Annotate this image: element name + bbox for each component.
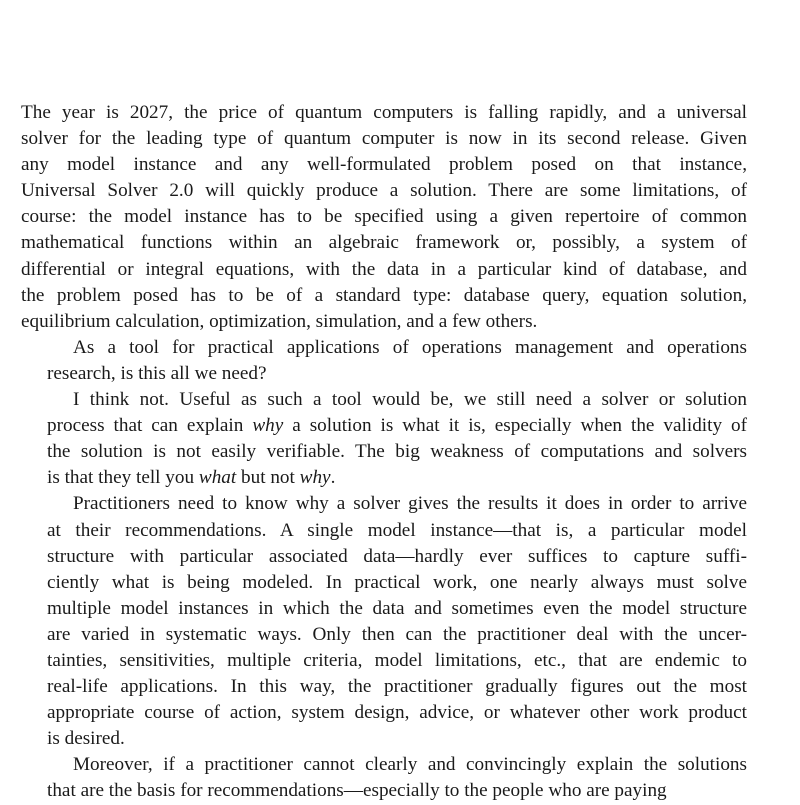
text-line: at their recommendations. A single model instance—that is, a particular model bbox=[47, 519, 747, 541]
text-line: ciently what is being modeled. In practical work, one nearly always must solve bbox=[47, 571, 747, 593]
text-line: process that can explain why a solution is what it is, especially when the validity of bbox=[47, 415, 747, 437]
text-line: is desired. bbox=[47, 728, 125, 750]
paragraph bbox=[21, 387, 747, 491]
text-line: the problem posed has to be of a standard type: database query, equation solution, bbox=[21, 284, 747, 306]
text-line: are varied in systematic ways. Only then can the practitioner deal with the uncer- bbox=[47, 623, 747, 645]
text-line: Moreover, if a practitioner cannot clearly and convincingly explain the solutions bbox=[73, 754, 747, 776]
text-line: appropriate course of action, system design, advice, or whatever other work product bbox=[47, 702, 747, 724]
text-line: is that they tell you what but not why. bbox=[47, 467, 336, 489]
paragraph bbox=[21, 100, 747, 335]
text-line: mathematical functions within an algebraic framework or, possibly, a system of bbox=[21, 232, 747, 254]
text-line: the solution is not easily verifiable. The big weakness of computations and solvers bbox=[47, 441, 747, 463]
body-text bbox=[21, 100, 747, 805]
text-line: structure with particular associated data—hardly ever suffices to capture suffi- bbox=[47, 545, 747, 567]
text-line: differential or integral equations, with the data in a particular kind of database, and bbox=[21, 258, 747, 280]
text-line: As a tool for practical applications of operations management and operations bbox=[73, 336, 747, 358]
text-line: tainties, sensitivities, multiple criteria, model limitations, etc., that are endemic to bbox=[47, 649, 747, 671]
text-line: Practitioners need to know why a solver gives the results it does in order to arrive bbox=[73, 493, 747, 515]
text-line: solver for the leading type of quantum computer is now in its second release. Given bbox=[21, 128, 747, 150]
paragraph bbox=[21, 752, 747, 804]
text-line: research, is this all we need? bbox=[47, 362, 267, 384]
paragraph bbox=[21, 335, 747, 387]
text-line: any model instance and any well-formulated problem posed on that instance, bbox=[21, 154, 747, 176]
text-line: that are the basis for recommendations—especially to the people who are paying bbox=[47, 780, 667, 802]
document-page bbox=[21, 100, 747, 805]
text-line: equilibrium calculation, optimization, simulation, and a few others. bbox=[21, 310, 538, 332]
text-line: course: the model instance has to be specified using a given repertoire of common bbox=[21, 206, 747, 228]
text-line: I think not. Useful as such a tool would be, we still need a solver or solution bbox=[73, 389, 747, 411]
text-line: multiple model instances in which the data and sometimes even the model structure bbox=[47, 597, 747, 619]
text-line: The year is 2027, the price of quantum computers is falling rapidly, and a universal bbox=[21, 102, 747, 123]
text-line: Universal Solver 2.0 will quickly produce a solution. There are some limitations, of bbox=[21, 180, 747, 202]
text-line: real-life applications. In this way, the practitioner gradually figures out the most bbox=[47, 676, 747, 698]
paragraph bbox=[21, 491, 747, 752]
